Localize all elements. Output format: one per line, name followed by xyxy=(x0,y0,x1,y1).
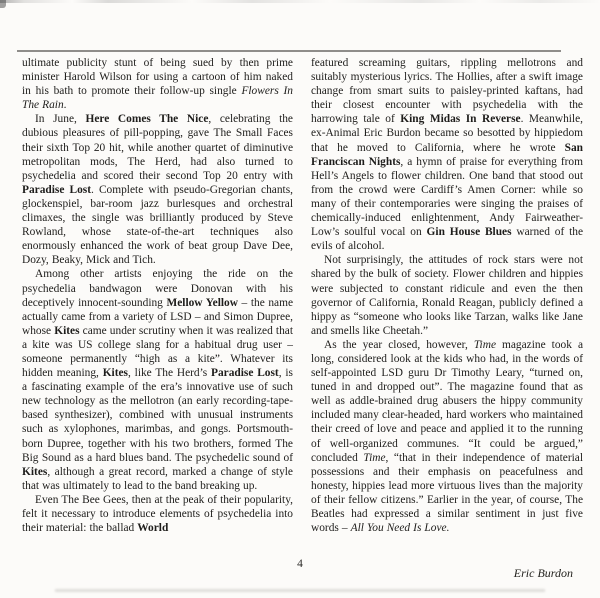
page-number: 4 xyxy=(297,558,303,570)
scan-artifact-corner-mark xyxy=(0,0,6,8)
italic-text: All You Need Is Love. xyxy=(350,522,450,535)
bold-title-text: Here Comes The Nice xyxy=(85,113,209,126)
bold-title-text: Kites xyxy=(22,465,48,478)
body-text: As the year closed, however, xyxy=(324,338,474,351)
body-text: . Complete with pseudo-Gregorian chants, glockenspiel, bar-room jazz burlesques and orchestral climaxes, the single was brilliantly produced by Steve Rowland, whose state-of-the-art techniques also enormously enhanced the work of beat group Dave Dee, Dozy, Beaky, Mick and Tich. xyxy=(22,183,293,267)
body-text: magazine took a long, considered look at the kids who had, in the words of self-appointed LSD guru Dr Timothy Leary, “turned on, tuned in and dropped out”. The magazine found that as well as addle-brained drug abusers the hippy community included many clear-headed, hard workers who maintained their creed of love and peace and applied it to the running of well-organized communes. “It could be argued,” concluded xyxy=(311,338,584,464)
paragraph xyxy=(311,338,583,535)
body-text: . Meanwhile, ex-Animal Eric Burdon became so besotted by hippiedom that he moved to California, where he wrote xyxy=(311,113,584,154)
body-text: warned of the evils of alcohol. xyxy=(311,226,584,253)
italic-text: Time xyxy=(363,451,386,464)
body-text: – the name actually came from a variety of LSD – and Simon Dupree, whose xyxy=(22,296,294,337)
scan-artifact-bottom-smudge xyxy=(55,589,545,592)
body-text: , although a great record, marked a change of style that was ultimately to lead to the band breaking up. xyxy=(22,465,293,492)
left-column xyxy=(22,56,293,535)
body-text: Even The Bee Gees, then at the peak of their popularity, felt it necessary to introduce elements of psychedelia into their material: the ballad xyxy=(22,493,293,535)
body-text: came under scrutiny when it was realized that a kite was US college slang for a habitual drug user – someone permanently “high as a kite”. Whatever its hidden meaning, xyxy=(22,324,293,380)
body-text: , celebrating the dubious pleasures of pill-popping, gave The Small Faces their sixth Top 20 hit, while another quartet of diminutive metropolitan mods, The Herd, had also turned to psychedelia and scored their second Top 20 entry with xyxy=(22,113,293,182)
paragraph xyxy=(22,267,293,493)
scan-artifact-top-edge xyxy=(0,0,600,3)
body-text: ultimate publicity stunt of being sued by then prime minister Harold Wilson for using a cartoon of him naked in his bath to promote their follow-up single xyxy=(22,57,293,98)
body-text: , “that in their independence of material possessions and their emphasis on peacefulness and honesty, hippies lead more virtuous lives than the majority of their fellow citizens.” Earlier in the year, of course, The Beatles had expressed a similar sentiment in just five words – xyxy=(311,451,584,535)
body-text: . xyxy=(63,99,67,112)
body-text: In June, xyxy=(35,113,86,126)
body-text: , a hymn of praise for everything from Hell’s Angels to flower children. One band that stood out from the crowd were Cardiff’s Amen Corner: while so many of their contemporaries were singing the praises of chemically-induced enlightenment, Andy Fairweather-Low’s soulful vocal on xyxy=(311,155,583,239)
bold-title-text: Gin House Blues xyxy=(426,226,512,239)
author-attribution: Eric Burdon xyxy=(513,566,573,580)
paragraph xyxy=(311,56,583,253)
paragraph xyxy=(311,253,583,338)
body-text: , like The Herd’s xyxy=(128,367,212,380)
bold-title-text: Kites xyxy=(54,324,80,337)
bold-title-text: Mellow Yellow xyxy=(166,296,238,309)
bold-title-text: King Midas In Reverse xyxy=(400,113,521,126)
body-text: Not surprisingly, the attitudes of rock stars were not shared by the bulk of society. Flower children and hippies were subjected to constant ridicule and even the then governor of California, Ronald Reagan, publicly defined a hippy as “someone who looks like Tarzan, walks like Jane and smells like Cheetah.” xyxy=(311,254,583,337)
bold-title-text: Paradise Lost xyxy=(211,367,279,380)
paragraph xyxy=(22,112,293,267)
right-column xyxy=(311,56,583,535)
bold-title-text: World xyxy=(137,522,169,535)
bold-title-text: Paradise Lost xyxy=(22,183,92,196)
text-columns xyxy=(22,56,583,535)
header-rule xyxy=(17,50,561,52)
italic-text: Time xyxy=(473,338,496,351)
bold-title-text: Kites xyxy=(102,367,128,380)
body-text: , is a fascinating example of the era’s innovative use of such new technology as the mellotron (an early recording-tape-based synthesizer), combined with unusual instruments such as xylophones, marimbas, and gongs. Portsmouth-born Dupree, together with his two brothers, formed The Big Sound as a hard blues band. The psychedelic sound of xyxy=(22,367,293,464)
bold-title-text: San Franciscan Nights xyxy=(311,141,583,168)
body-text: Among other artists enjoying the ride on the psychedelia bandwagon were Donovan with his deceptively innocent-sounding xyxy=(22,268,293,309)
body-text: featured screaming guitars, rippling mellotrons and suitably mysterious lyrics. The Hollies, after a swift image change from smart suits to paisley-printed kaftans, had their closest encounter with psychedelia with the harrowing tale of xyxy=(311,57,583,126)
paragraph xyxy=(22,493,293,535)
italic-text: Flowers In The Rain xyxy=(22,85,293,112)
paragraph xyxy=(22,56,293,112)
